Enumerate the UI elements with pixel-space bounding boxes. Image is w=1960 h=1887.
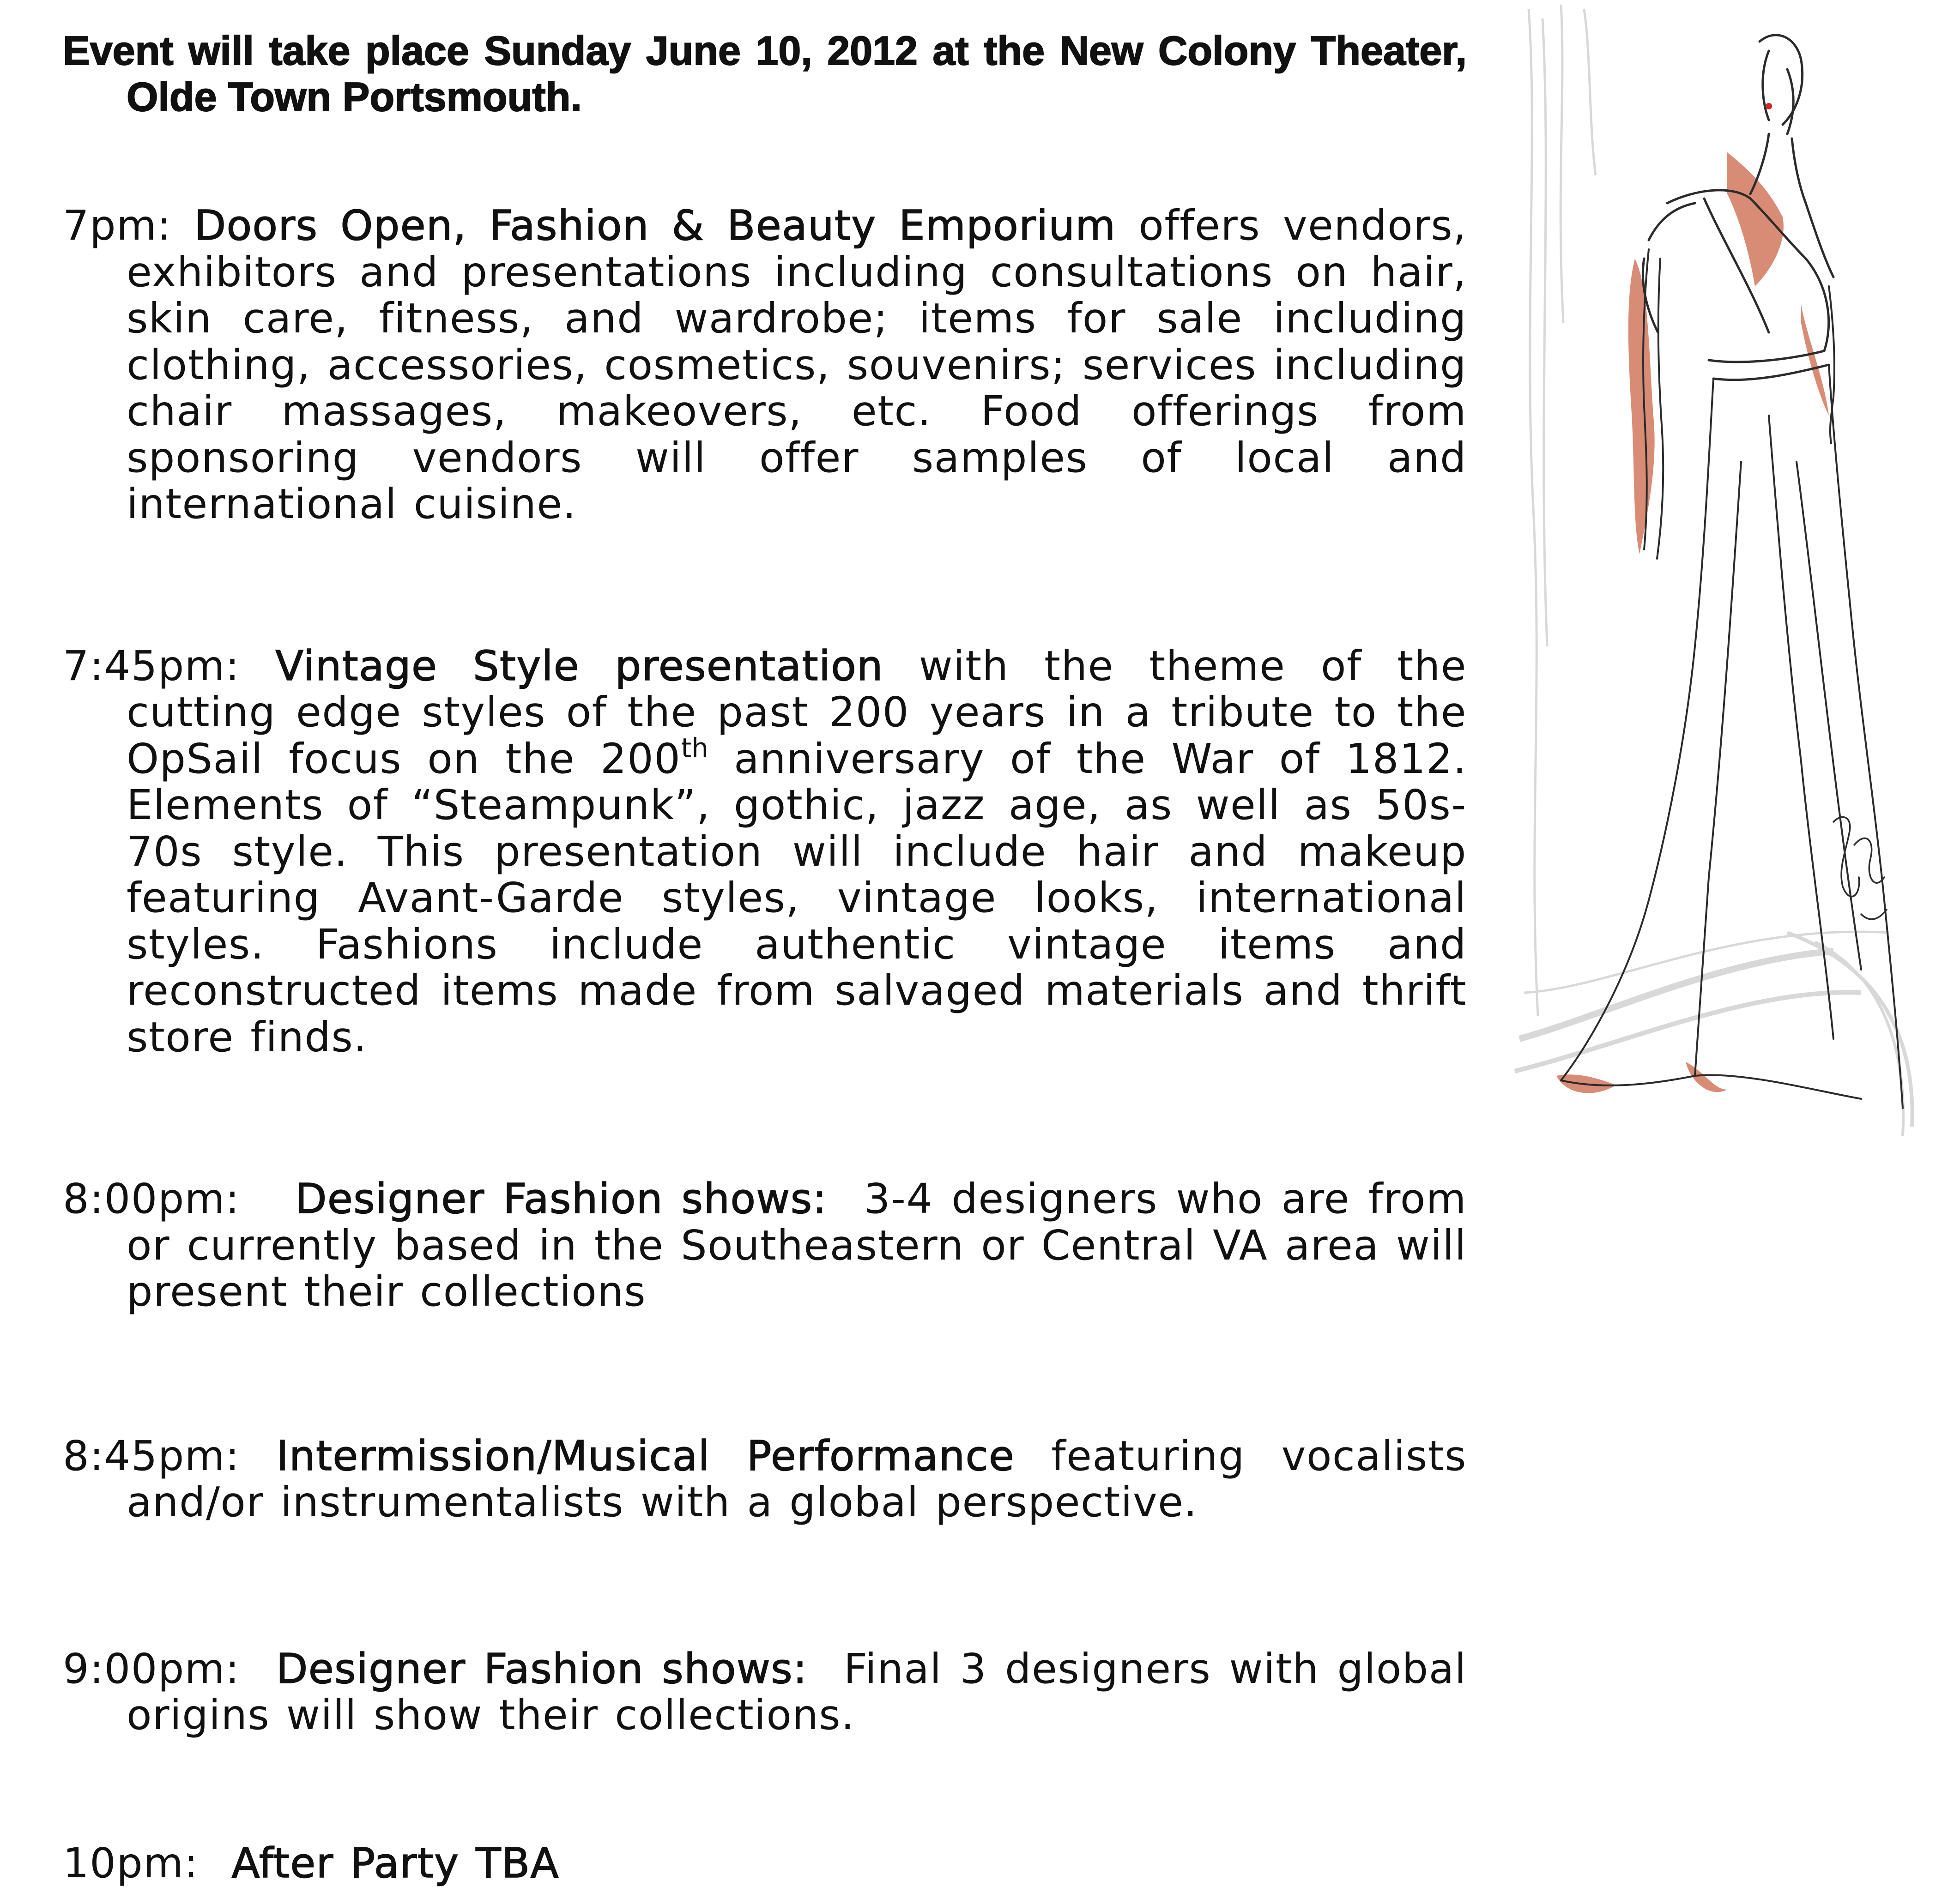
schedule-item-745pm xyxy=(63,643,1467,1061)
schedule-item-7pm xyxy=(63,202,1467,527)
schedule-time: 9:00pm: xyxy=(63,1644,240,1693)
schedule-time: 7:45pm: xyxy=(63,641,240,690)
schedule-description: offers vendors, exhibitors and presentations including consultations on hair, skin care, fitness, and wardrobe; items for sale including clothing, accessories, cosmetics, souvenirs; services including chair massages, makeovers, etc. Food offerings from sponsoring vendors will offer samples of local and international cuisine. xyxy=(127,201,1467,528)
skin-accent-wash xyxy=(1556,152,1829,1093)
schedule-time: 8:45pm: xyxy=(63,1431,240,1480)
schedule-heading: Vintage Style presentation xyxy=(275,641,884,690)
fashion-sketch-illustration xyxy=(1510,0,1921,1145)
schedule-time: 8:00pm: xyxy=(63,1175,240,1223)
gown-figure-linework xyxy=(1556,35,1903,1108)
schedule-item-800pm xyxy=(63,1176,1467,1315)
gown-skirt-sketch xyxy=(1561,365,1903,1108)
schedule-heading: After Party TBA xyxy=(231,1839,560,1887)
schedule-item-845pm xyxy=(63,1433,1467,1525)
lips-accent xyxy=(1766,103,1772,109)
schedule-description: 3-4 designers who are from or currently based in the Southeastern or Central VA area will present their collections xyxy=(127,1175,1467,1315)
schedule-heading: Doors Open, Fashion & Beauty Emporium xyxy=(194,201,1116,249)
schedule-time: 10pm: xyxy=(63,1839,199,1887)
background-pencil-shading xyxy=(1515,5,1912,1136)
schedule-description: with the theme of the cutting edge styles of the past 200 years in a tribute to the OpSail focus on the 200 xyxy=(127,641,1467,783)
schedule-heading: Designer Fashion shows: xyxy=(295,1175,828,1223)
schedule-description: featuring vocalists and/or instrumentalists with a global perspective. xyxy=(127,1431,1467,1526)
schedule-item-10pm xyxy=(63,1840,1467,1887)
schedule-description-continued: anniversary of the War of 1812. Elements of “Steampunk”, gothic, jazz age, as well as 50s-70s style. This presentation will include hair and makeup featuring Avant-Garde styles, vintage looks, international styles. Fashions include authentic vintage items and reconstructed items made from salvaged materials and thrift store finds. xyxy=(127,734,1467,1061)
hair-sketch xyxy=(1760,35,1803,134)
ordinal-superscript: th xyxy=(681,732,708,764)
event-intro: Event will take place Sunday June 10, 2012 at the New Colony Theater, Olde Town Portsmouth. xyxy=(63,28,1467,120)
schedule-description: Final 3 designers with global origins will show their collections. xyxy=(127,1644,1467,1739)
schedule-heading: Intermission/Musical Performance xyxy=(276,1431,1015,1480)
schedule-time: 7pm: xyxy=(63,201,172,249)
schedule-heading: Designer Fashion shows: xyxy=(276,1644,808,1693)
schedule-item-900pm xyxy=(63,1646,1467,1738)
schedule-text-column xyxy=(63,28,1467,1886)
